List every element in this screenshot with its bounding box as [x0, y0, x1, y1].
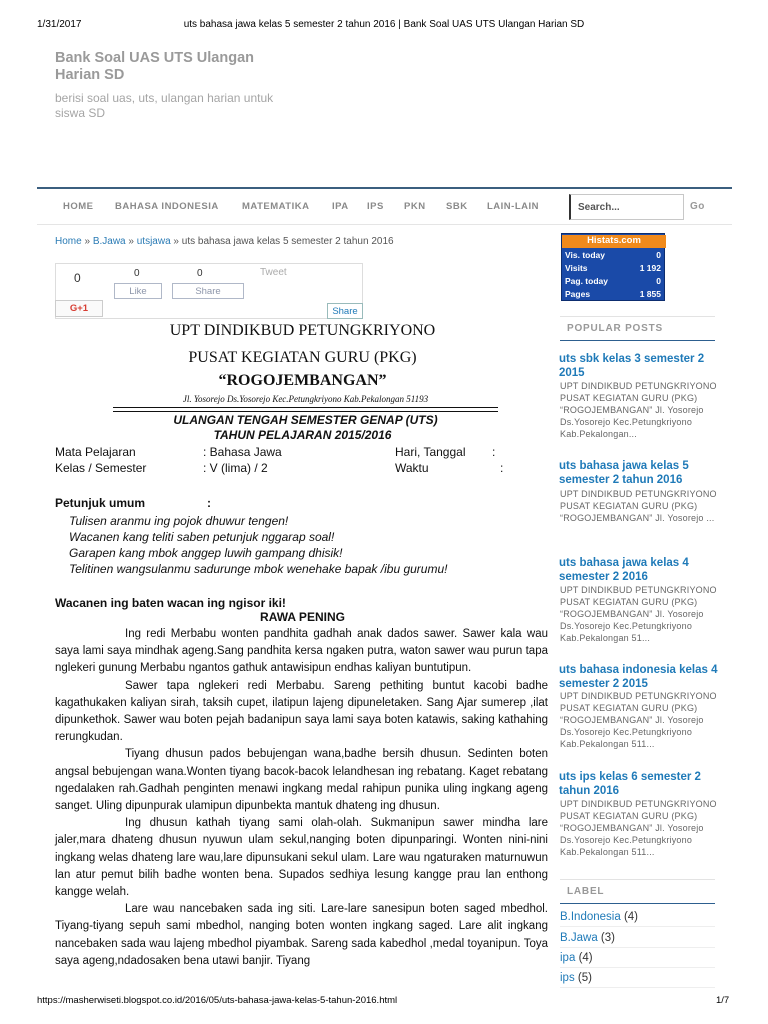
reading-instruction: Wacanen ing baten wacan ing ngisor iki!	[55, 596, 286, 610]
story-paragraph: Lare wau nancebaken sada ing siti. Lare-lare sanesipun boten saged mbedhol. Tiyang-tiyang sepuh sami mbedhol, nanging boten wonten ingkang saged. Lare alit ingkang nancebaken sada wau lajeng mbedhol piyambak. Sareng sada kabedhol ,medal toyanipun. Toya saya ageng,ndadosaken bena utawi banjir. Tiyang	[55, 903, 548, 967]
histats-label: Pages	[565, 289, 591, 299]
nav-ips[interactable]: IPS	[367, 201, 384, 212]
nav-bahasa-indonesia[interactable]: BAHASA INDONESIA	[115, 201, 219, 212]
main-nav	[37, 187, 732, 225]
histats-row	[564, 263, 662, 275]
popular-post-snippet: UPT DINDIKBUD PETUNGKRIYONO PUSAT KEGIATAN GURU (PKG) “ROGOJEMBANGAN” Jl. Yosorejo ...	[560, 489, 717, 523]
label-name[interactable]: B.Jawa	[560, 932, 598, 944]
label-count: (5)	[577, 972, 592, 984]
waktu-colon: :	[500, 461, 504, 475]
nav-ipa[interactable]: IPA	[332, 201, 349, 212]
doc-header-institution: UPT DINDIKBUD PETUNGKRIYONO	[169, 322, 436, 339]
label-name[interactable]: ipa	[560, 952, 576, 964]
label-item[interactable]	[560, 952, 715, 968]
histats-value: 1 192	[639, 263, 661, 273]
story-paragraph: Sawer tapa nglekeri redi Merbabu. Sareng pethiting buntut kacobi badhe kagathukaken kaliyan sirah, taksih cupet, ilatipun lajeng dipuneletaken. Sang Ajar sumerep ,ilat dipunkethok. Sawer wau boten pejah badanipun saya lami saya boten katawis, saking kathahing rerungkudan.	[55, 679, 548, 744]
doc-header-pkg: PUSAT KEGIATAN GURU (PKG)	[188, 349, 417, 366]
gplus-button[interactable]: G+1	[55, 300, 103, 317]
popular-post-snippet: UPT DINDIKBUD PETUNGKRIYONO PUSAT KEGIATAN GURU (PKG) “ROGOJEMBANGAN” Jl. Yosorejo Ds.Yosorejo Kec.Petungkriyono Kab.Pekalongan 511...	[560, 691, 717, 749]
histats-row	[564, 276, 662, 288]
petunjuk-label: Petunjuk umum	[55, 496, 146, 510]
histats-label: Pag. today	[565, 276, 608, 286]
label-name[interactable]: B.Indonesia	[560, 911, 621, 923]
popular-post-title[interactable]: uts bahasa jawa kelas 4 semester 2 2016	[559, 557, 689, 583]
histats-label: Visits	[565, 263, 588, 273]
breadcrumb-separator: »	[128, 236, 134, 247]
breadcrumb-utsjawa[interactable]: utsjawa	[136, 236, 171, 247]
breadcrumb-current: uts bahasa jawa kelas 5 semester 2 tahun 2016	[181, 236, 394, 247]
popular-posts-heading: POPULAR POSTS	[560, 316, 715, 341]
print-title: uts bahasa jawa kelas 5 semester 2 tahun 2016 | Bank Soal UAS UTS Ulangan Harian SD	[183, 19, 585, 30]
hari-label: Hari, Tanggal	[395, 445, 466, 459]
breadcrumb-bjawa[interactable]: B.Jawa	[92, 236, 126, 247]
story-paragraph: Ing dhusun kathah tiyang sami olah-olah. Sukmanipun sawer mindha lare jaler,mara dhateng dhusun nyuwun ulam sekul,nanging boten dipunparingi. Wonten nini-nini ingkang welas dhateng lare wau,lare dipunsukani sekul ulam. Lare wau ngaturaken maturnuwun lan atur pemut bilih badhe wonten bena. Supados sedhiya lesung kangge prau lan enthong kangge welah.	[55, 817, 548, 899]
petunjuk-item: Tulisen aranmu ing pojok dhuwur tengen!	[69, 514, 289, 528]
share-alt-button[interactable]: Share	[327, 303, 363, 319]
print-header	[0, 0, 768, 30]
like-button[interactable]: Like	[114, 283, 162, 299]
popular-post-title[interactable]: uts ips kelas 6 semester 2 tahun 2016	[559, 771, 701, 797]
petunjuk-item: Telitinen wangsulanmu sadurunge mbok wenehake bapak /ibu gurumu!	[69, 562, 448, 576]
histats-row	[564, 289, 662, 301]
nav-home[interactable]: HOME	[63, 201, 94, 212]
breadcrumb	[55, 236, 394, 247]
mapel-value: : Bahasa Jawa	[203, 445, 282, 459]
histats-value: 1 855	[639, 289, 661, 299]
gplus-count: 0	[74, 271, 81, 285]
blog-description: berisi soal uas, uts, ulangan harian untuk siswa SD	[55, 91, 274, 120]
print-url: https://masherwiseti.blogspot.co.id/2016/05/uts-bahasa-jawa-kelas-5-tahun-2016.html	[37, 995, 398, 1006]
popular-post-title[interactable]: uts sbk kelas 3 semester 2 2015	[559, 353, 705, 379]
popular-post-snippet: UPT DINDIKBUD PETUNGKRIYONO PUSAT KEGIATAN GURU (PKG) “ROGOJEMBANGAN” Jl. Yosorejo Ds.Yosorejo Kec.Petungkriyono Kab.Pekalongan...	[560, 381, 717, 439]
petunjuk-item: Garapen kang mbok anggep luwih gampang dhisik!	[69, 546, 343, 560]
story-paragraph: Ing redi Merbabu wonten pandhita gadhah anak dados sawer. Sawer kala wau saya lami saya mindhak ageng.Sang pandhita kersa ngaken putra, waton sawer wau purun tapa nglekeri gunung Merbabu ngantos gathuk antawisipun endhas kaliyan buntutipun.	[55, 628, 548, 675]
like-count: 0	[134, 268, 140, 279]
doc-exam-year: TAHUN PELAJARAN 2015/2016	[213, 428, 392, 442]
breadcrumb-home[interactable]: Home	[55, 236, 82, 247]
story-paragraph: Tiyang dhusun pados bebujengan wana,badhe bersih dhusun. Sedinten boten angsal bebujengan wana.Wonten tiyang bacok-bacok lelandhesan ing rebatang. Kaget rebatang ngedalaken rah.Gadhah penginten menawi ingkang medal rahipun punika uling ingkang ageng sanget. Uling dipunpurak ulamipun dipunbekta mantuk dhateng ing dhusun.	[55, 748, 548, 813]
label-item[interactable]	[560, 932, 715, 948]
histats-widget[interactable]	[561, 233, 665, 301]
story-title: RAWA PENING	[260, 610, 345, 624]
popular-post-snippet: UPT DINDIKBUD PETUNGKRIYONO PUSAT KEGIATAN GURU (PKG) “ROGOJEMBANGAN” Jl. Yosorejo Ds.Yosorejo Kec.Petungkriyono Kab.Pekalongan 511...	[560, 799, 717, 857]
print-page-number: 1/7	[716, 995, 730, 1006]
doc-header-name: “ROGOJEMBANGAN”	[218, 372, 387, 389]
histats-label: Vis. today	[565, 250, 605, 260]
doc-address: Jl. Yosorejo Ds.Yosorejo Kec.Petungkriyono Kab.Pekalongan 51193	[113, 394, 498, 408]
label-heading: LABEL	[560, 879, 715, 904]
popular-post-title[interactable]: uts bahasa indonesia kelas 4 semester 2 2015	[559, 664, 718, 690]
mapel-label: Mata Pelajaran	[55, 445, 136, 459]
share-button[interactable]: Share	[172, 283, 244, 299]
popular-post-snippet: UPT DINDIKBUD PETUNGKRIYONO PUSAT KEGIATAN GURU (PKG) “ROGOJEMBANGAN” Jl. Yosorejo Ds.Yosorejo Kec.Petungkriyono Kab.Pekalongan 51...	[560, 585, 717, 643]
doc-exam-title: ULANGAN TENGAH SEMESTER GENAP (UTS)	[113, 411, 498, 427]
label-item[interactable]	[560, 911, 715, 927]
label-item[interactable]	[560, 972, 715, 988]
label-count: (4)	[578, 952, 593, 964]
label-count: (3)	[600, 932, 615, 944]
kelas-label: Kelas / Semester	[55, 461, 147, 475]
petunjuk-item: Wacanen kang teliti saben petunjuk nggarap soal!	[69, 530, 335, 544]
petunjuk-colon: :	[207, 496, 211, 510]
search-go-button[interactable]: Go	[690, 201, 705, 212]
story-body	[55, 626, 548, 970]
histats-value: 0	[656, 250, 661, 260]
breadcrumb-separator: »	[84, 236, 91, 247]
hari-colon: :	[492, 445, 496, 459]
histats-value: 0	[656, 276, 661, 286]
label-name[interactable]: ips	[560, 972, 575, 984]
waktu-label: Waktu	[395, 461, 429, 475]
nav-pkn[interactable]: PKN	[404, 201, 426, 212]
nav-matematika[interactable]: MATEMATIKA	[242, 201, 310, 212]
blog-title[interactable]: Bank Soal UAS UTS Ulangan Harian SD	[55, 50, 255, 83]
share-count: 0	[197, 268, 203, 279]
kelas-value: : V (lima) / 2	[203, 461, 268, 475]
tweet-button[interactable]: Tweet	[260, 267, 287, 278]
nav-lain-lain[interactable]: LAIN-LAIN	[487, 201, 539, 212]
histats-row	[564, 250, 662, 262]
search-input[interactable]: Search...	[569, 194, 684, 220]
label-count: (4)	[623, 911, 639, 923]
nav-sbk[interactable]: SBK	[446, 201, 468, 212]
print-date: 1/31/2017	[37, 19, 82, 30]
histats-brand: Histats.com	[562, 235, 666, 248]
breadcrumb-separator: »	[173, 236, 179, 247]
popular-post-title[interactable]: uts bahasa jawa kelas 5 semester 2 tahun 2016	[559, 460, 689, 486]
